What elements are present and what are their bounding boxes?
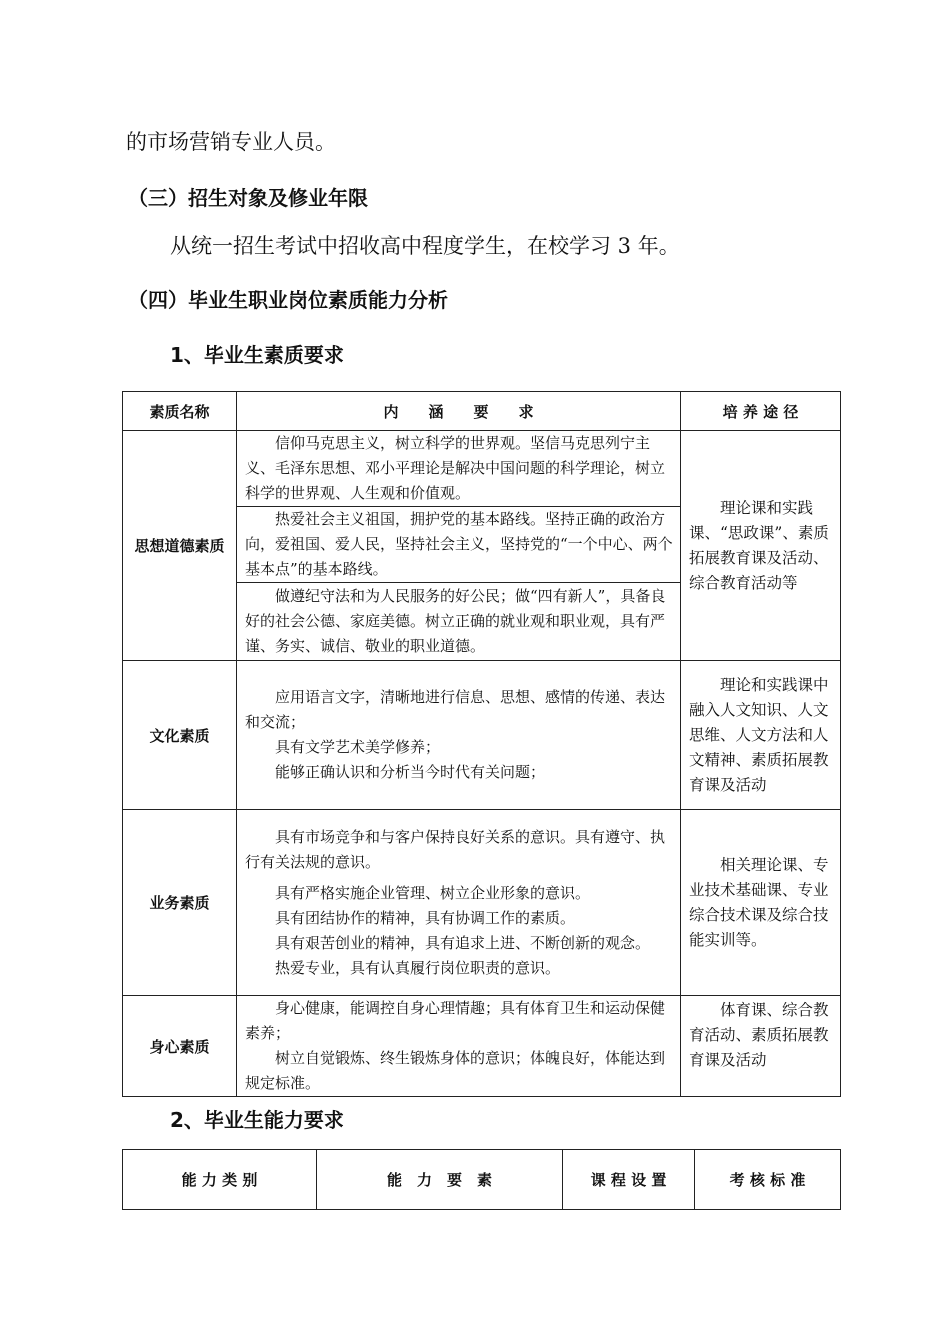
section3-body: 从统一招生考试中招收高中程度学生，在校学习 3 年。 — [170, 234, 680, 258]
content-line: 身心健康，能调控自身心理情趣；具有体育卫生和运动保健素养； — [245, 999, 666, 1042]
header-content: 内 涵 要 求 — [237, 392, 681, 431]
path-cell: 体育课、综合教育活动、素质拓展教育课及活动 — [681, 996, 841, 1097]
table-row — [123, 810, 841, 996]
ability-table-header — [123, 1150, 841, 1210]
content-line: 应用语言文字，清晰地进行信息、思想、感情的传递、表达和交流； — [245, 688, 666, 731]
header-ability-elements: 能 力 要 素 — [317, 1150, 563, 1210]
content-line: 具有文学艺术美学修养； — [275, 738, 441, 756]
content-cell — [237, 661, 681, 810]
content-cell — [237, 810, 681, 996]
quality-name: 身心素质 — [123, 996, 237, 1097]
content-cell: 做遵纪守法和为人民服务的好公民；做“四有新人”，具备良好的社会公德、家庭美德。树立正确的就业观和职业观，具有严谨、务实、诚信、敬业的职业道德。 — [237, 583, 681, 661]
content-line: 具有团结协作的精神，具有协调工作的素质。 — [275, 908, 576, 927]
path-cell: 理论和实践课中融入人文知识、人文思维、人文方法和人文精神、素质拓展教育课及活动 — [681, 661, 841, 810]
header-course-setup: 课 程 设 置 — [563, 1150, 695, 1210]
section3-heading: （三）招生对象及修业年限 — [128, 186, 368, 210]
intro-tail-text: 的市场营销专业人员。 — [126, 130, 336, 154]
quality-table-header — [123, 392, 841, 431]
content-line: 具有市场竞争和与客户保持良好关系的意识。具有遵守、执行有关法规的意识。 — [245, 827, 666, 871]
quality-name: 文化素质 — [123, 661, 237, 810]
content-cell — [237, 996, 681, 1097]
ability-table — [122, 1149, 841, 1210]
quality-subheading: 1、毕业生素质要求 — [170, 343, 344, 367]
content-line: 热爱专业，具有认真履行岗位职责的意识。 — [275, 958, 561, 977]
content-cell: 热爱社会主义祖国，拥护党的基本路线。坚持正确的政治方向，爱祖国、爱人民，坚持社会主义，坚持党的“一个中心、两个基本点”的基本路线。 — [237, 507, 681, 583]
quality-name: 思想道德素质 — [123, 431, 237, 661]
content-line: 具有艰苦创业的精神，具有追求上进、不断创新的观念。 — [275, 933, 651, 952]
section4-heading: （四）毕业生职业岗位素质能力分析 — [128, 288, 448, 312]
quality-table — [122, 391, 841, 1097]
content-cell: 信仰马克思主义，树立科学的世界观。坚信马克思列宁主义、毛泽东思想、邓小平理论是解决中国问题的科学理论，树立科学的世界观、人生观和价值观。 — [237, 431, 681, 507]
content-line: 树立自觉锻炼、终生锻炼身体的意识；体魄良好，体能达到规定标准。 — [245, 1049, 666, 1092]
header-path: 培 养 途 径 — [681, 392, 841, 431]
header-ability-category: 能 力 类 别 — [123, 1150, 317, 1210]
path-cell: 理论课和实践课、“思政课”、素质拓展教育课及活动、综合教育活动等 — [681, 431, 841, 661]
header-assessment-standard: 考 核 标 准 — [695, 1150, 841, 1210]
table-row — [123, 431, 841, 507]
content-line: 具有严格实施企业管理、树立企业形象的意识。 — [275, 883, 591, 902]
table-row — [123, 996, 841, 1097]
content-line: 能够正确认识和分析当今时代有关问题； — [275, 763, 546, 781]
quality-name: 业务素质 — [123, 810, 237, 996]
table-row — [123, 661, 841, 810]
path-cell: 相关理论课、专业技术基础课、专业综合技术课及综合技能实训等。 — [681, 810, 841, 996]
ability-subheading: 2、毕业生能力要求 — [170, 1108, 344, 1132]
header-quality-name: 素质名称 — [123, 392, 237, 431]
